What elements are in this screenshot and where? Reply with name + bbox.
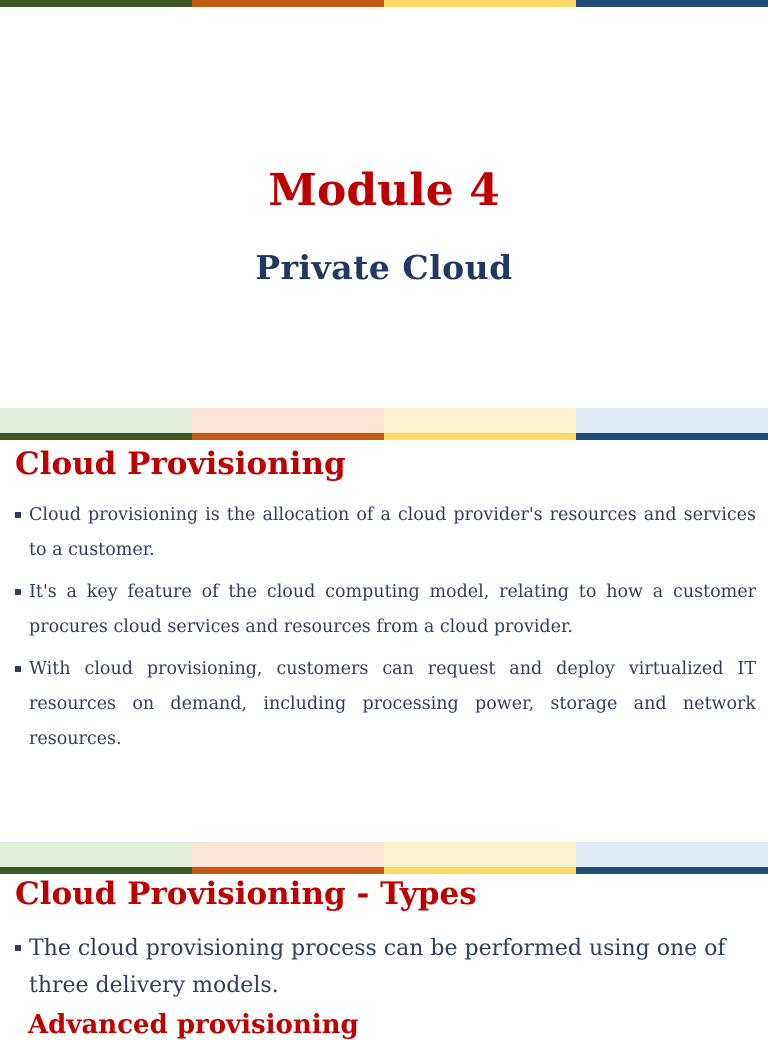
- square-bullet-icon: [15, 945, 21, 951]
- pale-color-band: [0, 408, 768, 433]
- bullet-text: The cloud provisioning process can be performed using one of three delivery models.: [29, 936, 726, 998]
- module-subtitle: Private Cloud: [255, 248, 513, 287]
- band-pale-orange: [192, 842, 384, 867]
- band-pale-blue: [576, 408, 768, 433]
- slide-heading: Cloud Provisioning: [15, 446, 346, 482]
- band-pale-yellow: [384, 408, 576, 433]
- band-blue: [576, 433, 768, 440]
- bullet-list: [14, 930, 756, 1004]
- band-orange: [192, 867, 384, 874]
- bullet-item: [14, 652, 756, 757]
- square-bullet-icon: [15, 666, 21, 672]
- bullet-item: [14, 498, 756, 568]
- bullet-item: [14, 930, 756, 1004]
- band-orange: [192, 0, 384, 7]
- title-slide: [0, 0, 768, 408]
- band-pale-orange: [192, 408, 384, 433]
- bullet-text: Cloud provisioning is the allocation of a cloud provider's resources and services to a customer.: [29, 505, 756, 560]
- band-green: [0, 867, 192, 874]
- slide-heading: Cloud Provisioning - Types: [15, 876, 477, 912]
- band-pale-yellow: [384, 842, 576, 867]
- band-green: [0, 433, 192, 440]
- band-blue: [576, 0, 768, 7]
- provisioning-types-slide: [0, 842, 768, 1040]
- band-pale-green: [0, 408, 192, 433]
- band-yellow: [384, 0, 576, 7]
- square-bullet-icon: [15, 512, 21, 518]
- color-band: [0, 433, 768, 440]
- bullet-item: [14, 575, 756, 645]
- color-band: [0, 0, 768, 7]
- module-title: Module 4: [268, 165, 500, 216]
- bullet-text: With cloud provisioning, customers can request and deploy virtualized IT resources on demand, including processing power, storage and network resources.: [29, 659, 756, 749]
- partial-subheading: Advanced provisioning: [28, 1010, 359, 1040]
- cloud-provisioning-slide: [0, 408, 768, 842]
- bullet-text: It's a key feature of the cloud computing model, relating to how a customer procures cloud services and resources from a cloud provider.: [29, 582, 756, 637]
- band-green: [0, 0, 192, 7]
- color-band: [0, 867, 768, 874]
- square-bullet-icon: [15, 589, 21, 595]
- band-yellow: [384, 433, 576, 440]
- pale-color-band: [0, 842, 768, 867]
- band-pale-green: [0, 842, 192, 867]
- band-blue: [576, 867, 768, 874]
- bullet-list: [14, 498, 756, 764]
- band-yellow: [384, 867, 576, 874]
- band-orange: [192, 433, 384, 440]
- band-pale-blue: [576, 842, 768, 867]
